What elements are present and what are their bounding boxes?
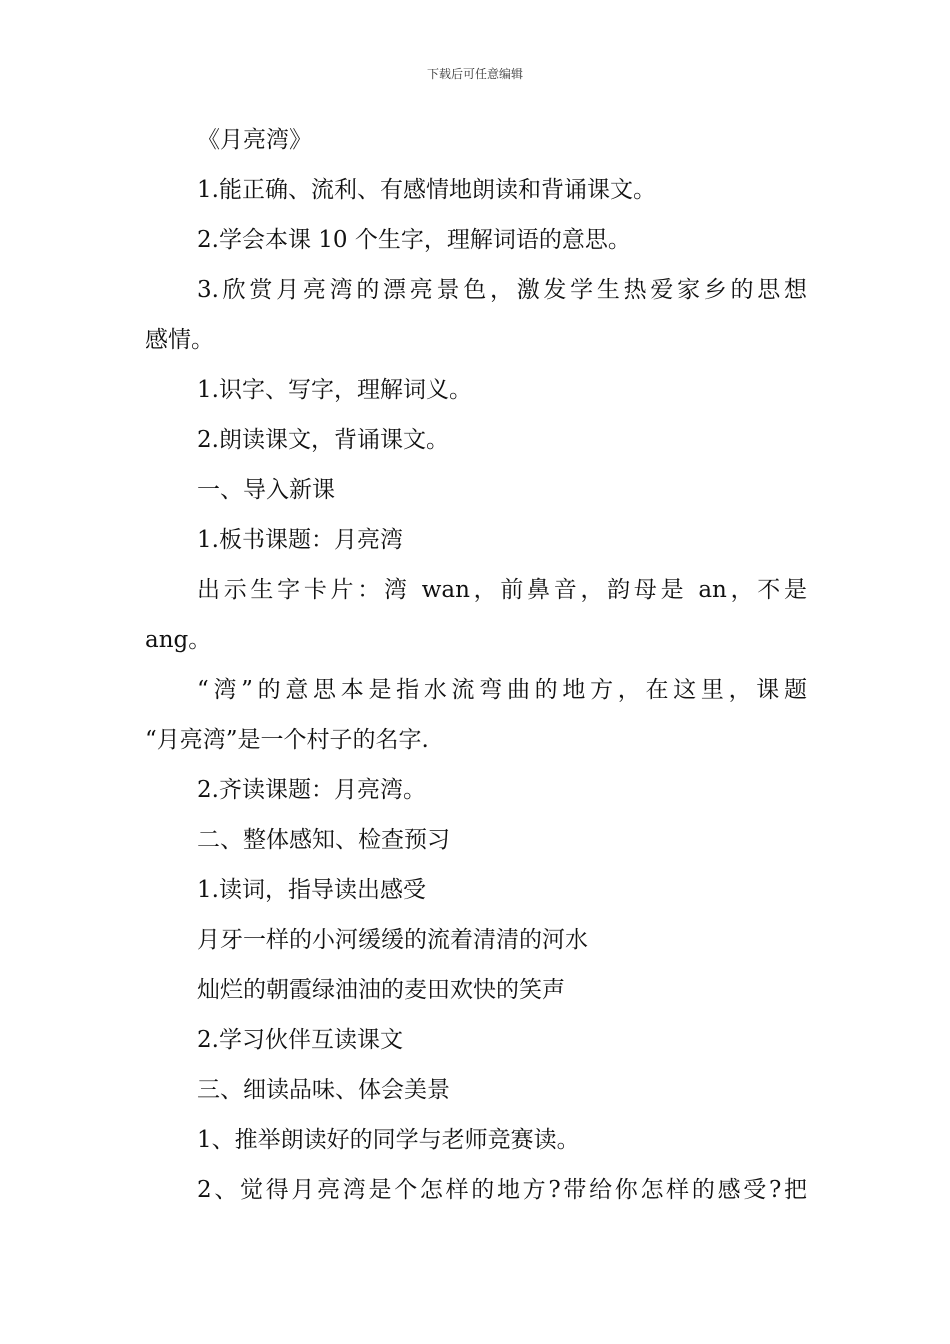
paragraph-line: 2.学习伙伴互读课文 xyxy=(197,1027,403,1053)
paragraph-line: 月牙一样的小河缓缓的流着清清的河水 xyxy=(197,927,588,953)
paragraph-line: 2.学会本课 10 个生字，理解词语的意思。 xyxy=(197,227,631,253)
section-heading: 一、导入新课 xyxy=(197,477,335,503)
paragraph-line: 1.能正确、流利、有感情地朗读和背诵课文。 xyxy=(197,177,656,203)
paragraph-line: 灿烂的朝霞绿油油的麦田欢快的笑声 xyxy=(197,977,565,1003)
paragraph-line: 出示生字卡片：湾 wan，前鼻音，韵母是 an，不是 xyxy=(197,577,807,603)
page-header: 下载后可任意编辑 xyxy=(426,67,523,81)
paragraph-line: ang。 xyxy=(145,627,212,653)
paragraph-line: “月亮湾”是一个村子的名字. xyxy=(145,727,429,753)
paragraph-line: 2.齐读课题：月亮湾。 xyxy=(197,777,426,803)
paragraph-line: 1.板书课题：月亮湾 xyxy=(197,527,403,553)
paragraph-line: “湾”的意思本是指水流弯曲的地方，在这里，课题 xyxy=(197,677,807,703)
section-heading: 二、整体感知、检查预习 xyxy=(197,827,450,853)
paragraph-line: 1.读词，指导读出感受 xyxy=(197,877,426,903)
paragraph-line: 2、觉得月亮湾是个怎样的地方?带给你怎样的感受?把 xyxy=(197,1177,807,1203)
paragraph-line: 2.朗读课文，背诵课文。 xyxy=(197,427,449,453)
paragraph-line: 感情。 xyxy=(145,327,214,353)
doc-title: 《月亮湾》 xyxy=(197,127,312,153)
paragraph-line: 1.识字、写字，理解词义。 xyxy=(197,377,472,403)
paragraph-line: 3.欣赏月亮湾的漂亮景色，激发学生热爱家乡的思想 xyxy=(197,277,807,303)
paragraph-line: 1、推举朗读好的同学与老师竞赛读。 xyxy=(197,1127,580,1153)
section-heading: 三、细读品味、体会美景 xyxy=(197,1077,450,1103)
